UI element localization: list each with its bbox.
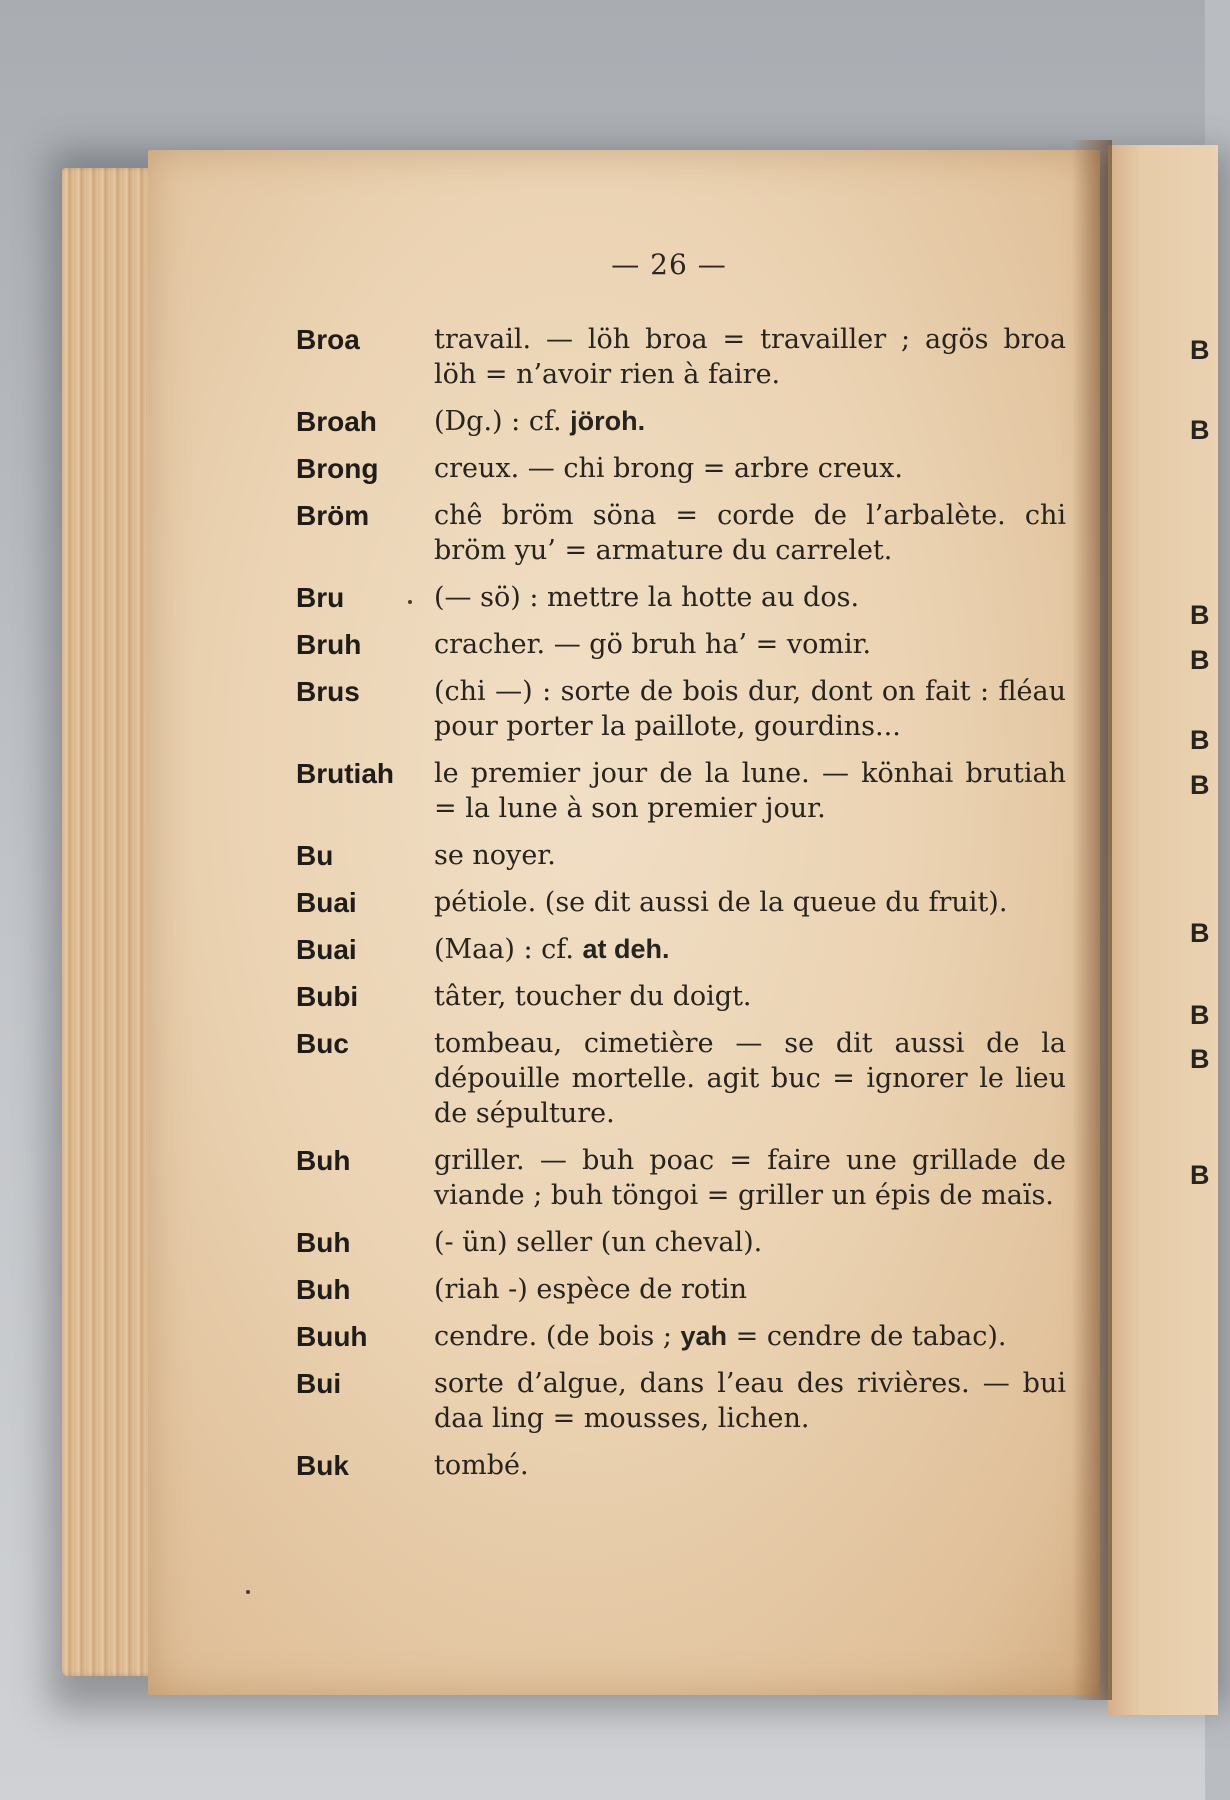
headword: Bu [296, 840, 334, 871]
definition-text: cendre. (de bois ; [434, 1321, 681, 1352]
definition: se noyer. [434, 840, 556, 871]
headword: Buuh [296, 1321, 368, 1352]
facing-headword: B [1190, 1160, 1210, 1190]
facing-headword: B [1190, 918, 1210, 948]
facing-headword: B [1190, 725, 1210, 755]
headword: Bröm [296, 500, 370, 531]
cross-reference: at deh. [582, 934, 670, 964]
facing-headword: B [1190, 770, 1210, 800]
definition: travail. — löh broa = travailler ; agös broa löh = n’avoir rien à faire. [434, 324, 1066, 390]
facing-headword: B [1190, 1000, 1210, 1030]
headword: Brutiah [296, 758, 394, 789]
definition-text: (Dg.) : cf. [434, 406, 571, 437]
dictionary-entries [296, 322, 1066, 1483]
headword: Bruh [296, 629, 362, 660]
cross-reference: jöroh. [570, 406, 646, 436]
facing-headword: B [1190, 335, 1210, 365]
entry [296, 932, 1066, 967]
entry [296, 885, 1066, 920]
definition: pétiole. (se dit aussi de la queue du fruit). [434, 887, 1008, 918]
entry [296, 838, 1066, 873]
entry [296, 1272, 1066, 1307]
definition: griller. — buh poac = faire une grillade de viande ; buh töngoi = griller un épis de maïs. [434, 1145, 1066, 1211]
definition: sorte d’algue, dans l’eau des rivières. — bui daa ling = mousses, lichen. [434, 1368, 1066, 1434]
definition: chê bröm söna = corde de l’arbalète. chi bröm yu’ = armature du carrelet. [434, 500, 1066, 566]
entry [296, 1366, 1066, 1436]
definition [434, 1319, 1066, 1354]
paper-speck [246, 1590, 250, 1594]
headword: Bru [296, 582, 345, 613]
entry [296, 979, 1066, 1014]
entry [296, 1026, 1066, 1131]
headword: Buh [296, 1274, 351, 1305]
definition: le premier jour de la lune. — könhai brutiah = la lune à son premier jour. [434, 758, 1066, 824]
entry [296, 451, 1066, 486]
headword: Buc [296, 1028, 349, 1059]
book-gutter [1072, 140, 1112, 1700]
entry [296, 1225, 1066, 1260]
headword: Bubi [296, 981, 359, 1012]
entry [296, 1319, 1066, 1354]
facing-headword: B [1190, 1044, 1210, 1074]
definition: (riah -) espèce de rotin [434, 1274, 748, 1305]
facing-headword: B [1190, 600, 1210, 630]
entry [296, 498, 1066, 568]
entry [296, 1448, 1066, 1483]
definition: (- ün) seller (un cheval). [434, 1227, 763, 1258]
definition [434, 404, 1066, 439]
headword: Buh [296, 1227, 351, 1258]
headword: Buai [296, 934, 357, 965]
definition: (chi —) : sorte de bois dur, dont on fait : fléau pour porter la paillote, gourdins... [434, 676, 1066, 742]
headword: Bui [296, 1368, 342, 1399]
headword: Buai [296, 887, 357, 918]
page-edges [62, 168, 162, 1676]
entry [296, 322, 1066, 392]
definition: tâter, toucher du doigt. [434, 981, 752, 1012]
headword: Buk [296, 1450, 349, 1481]
headword: Brong [296, 453, 379, 484]
entry [296, 580, 1066, 615]
facing-headword: B [1190, 415, 1210, 445]
definition: (— sö) : mettre la hotte au dos. [434, 582, 860, 613]
entry [296, 404, 1066, 439]
definition: cracher. — gö bruh ha’ = vomir. [434, 629, 872, 660]
facing-headword: B [1190, 645, 1210, 675]
definition [434, 932, 1066, 967]
entry [296, 627, 1066, 662]
definition-text: = cendre de tabac). [727, 1321, 1007, 1352]
paper-speck [408, 600, 412, 604]
definition: tombé. [434, 1450, 529, 1481]
definition: creux. — chi brong = arbre creux. [434, 453, 903, 484]
definition-text: (Maa) : cf. [434, 934, 583, 965]
entry [296, 756, 1066, 826]
page-number: — 26 — [611, 248, 727, 281]
headword: Brus [296, 676, 360, 707]
entry [296, 674, 1066, 744]
definition: tombeau, cimetière — se dit aussi de la dépouille mortelle. agit buc = ignorer le lieu de sépulture. [434, 1028, 1066, 1129]
headword: Broa [296, 324, 360, 355]
cross-reference: yah [680, 1321, 728, 1351]
headword: Broah [296, 406, 377, 437]
entry [296, 1143, 1066, 1213]
headword: Buh [296, 1145, 351, 1176]
